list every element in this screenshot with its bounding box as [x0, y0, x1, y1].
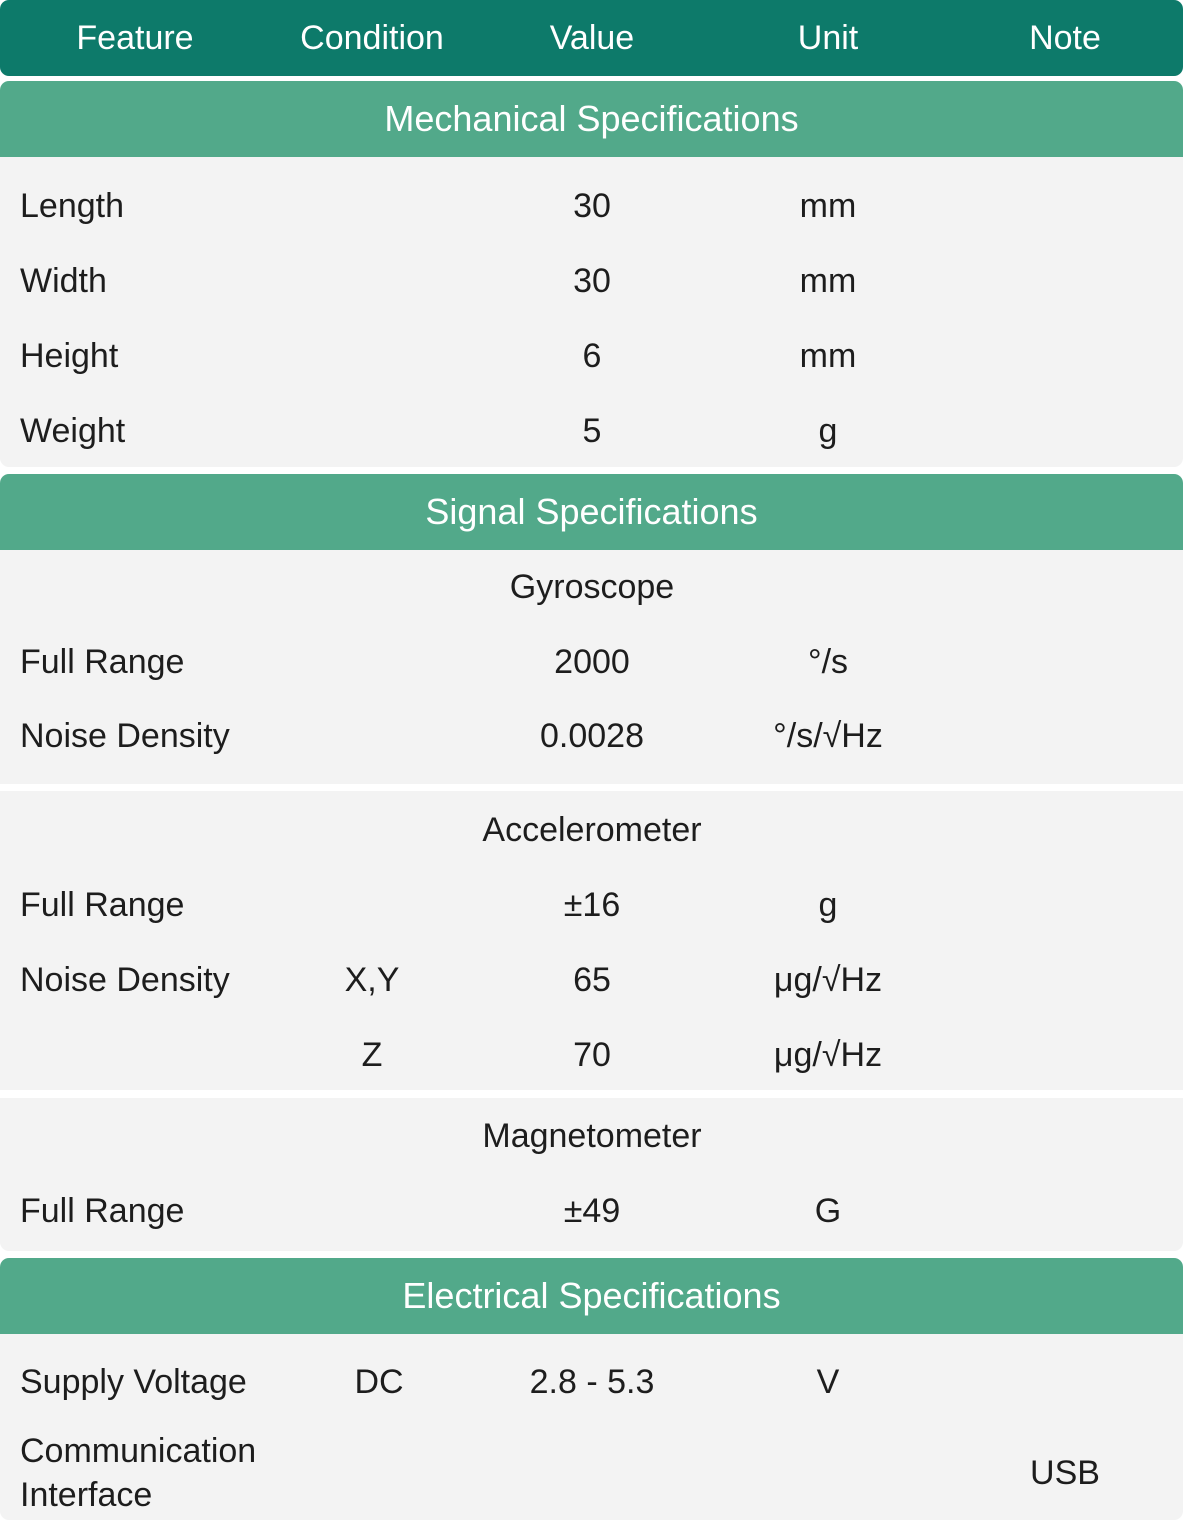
feature-cell: Full Range — [20, 643, 185, 681]
value-cell: 30 — [573, 187, 611, 225]
condition-cell: DC — [354, 1363, 404, 1401]
value-cell: 5 — [582, 412, 602, 450]
section-electrical — [0, 1334, 1183, 1520]
subsection-title: Gyroscope — [509, 568, 675, 606]
note-cell: USB — [1030, 1454, 1100, 1492]
header-condition: Condition — [300, 19, 444, 57]
unit-cell: °/s — [807, 643, 849, 681]
feature-cell-line2: Interface — [20, 1476, 153, 1514]
unit-cell: V — [816, 1363, 840, 1401]
subsection-title: Accelerometer — [482, 811, 702, 849]
subsection-gyroscope — [0, 550, 1183, 784]
value-cell: 30 — [573, 262, 611, 300]
unit-cell: μg/√Hz — [773, 961, 883, 999]
subsection-magnetometer — [0, 1098, 1183, 1251]
unit-cell: °/s/√Hz — [773, 717, 883, 755]
feature-cell: Noise Density — [20, 717, 230, 755]
section-mechanical — [0, 157, 1183, 467]
value-cell: 6 — [582, 337, 602, 375]
feature-cell: Full Range — [20, 886, 185, 924]
section-signal-title: Signal Specifications — [0, 474, 1183, 550]
section-electrical-title: Electrical Specifications — [0, 1258, 1183, 1334]
header-unit: Unit — [797, 19, 859, 57]
feature-cell: Noise Density — [20, 961, 230, 999]
condition-cell: Z — [361, 1036, 383, 1074]
value-cell: 70 — [573, 1036, 611, 1074]
unit-cell: mm — [799, 337, 857, 375]
unit-cell: g — [818, 886, 838, 924]
value-cell: 2000 — [554, 643, 630, 681]
feature-cell: Full Range — [20, 1192, 185, 1230]
subsection-title: Magnetometer — [482, 1117, 702, 1155]
feature-cell: Supply Voltage — [20, 1363, 247, 1401]
unit-cell: mm — [799, 187, 857, 225]
unit-cell: g — [818, 412, 838, 450]
value-cell: 65 — [573, 961, 611, 999]
subsection-accelerometer — [0, 791, 1183, 1090]
unit-cell: mm — [799, 262, 857, 300]
value-cell: 2.8 - 5.3 — [529, 1363, 655, 1401]
header-value: Value — [549, 19, 635, 57]
feature-cell: Width — [20, 262, 107, 300]
unit-cell: μg/√Hz — [773, 1036, 883, 1074]
feature-cell-line1: Communication — [20, 1432, 257, 1470]
section-mechanical-title: Mechanical Specifications — [0, 81, 1183, 157]
feature-cell: Height — [20, 337, 119, 375]
value-cell: ±49 — [563, 1192, 621, 1230]
unit-cell: G — [814, 1192, 842, 1230]
value-cell: 0.0028 — [540, 717, 644, 755]
feature-cell: Weight — [20, 412, 126, 450]
header-feature: Feature — [76, 19, 194, 57]
condition-cell: X,Y — [344, 961, 400, 999]
header-note: Note — [1029, 19, 1101, 57]
feature-cell: Length — [20, 187, 124, 225]
table-header — [0, 0, 1183, 76]
value-cell: ±16 — [563, 886, 621, 924]
